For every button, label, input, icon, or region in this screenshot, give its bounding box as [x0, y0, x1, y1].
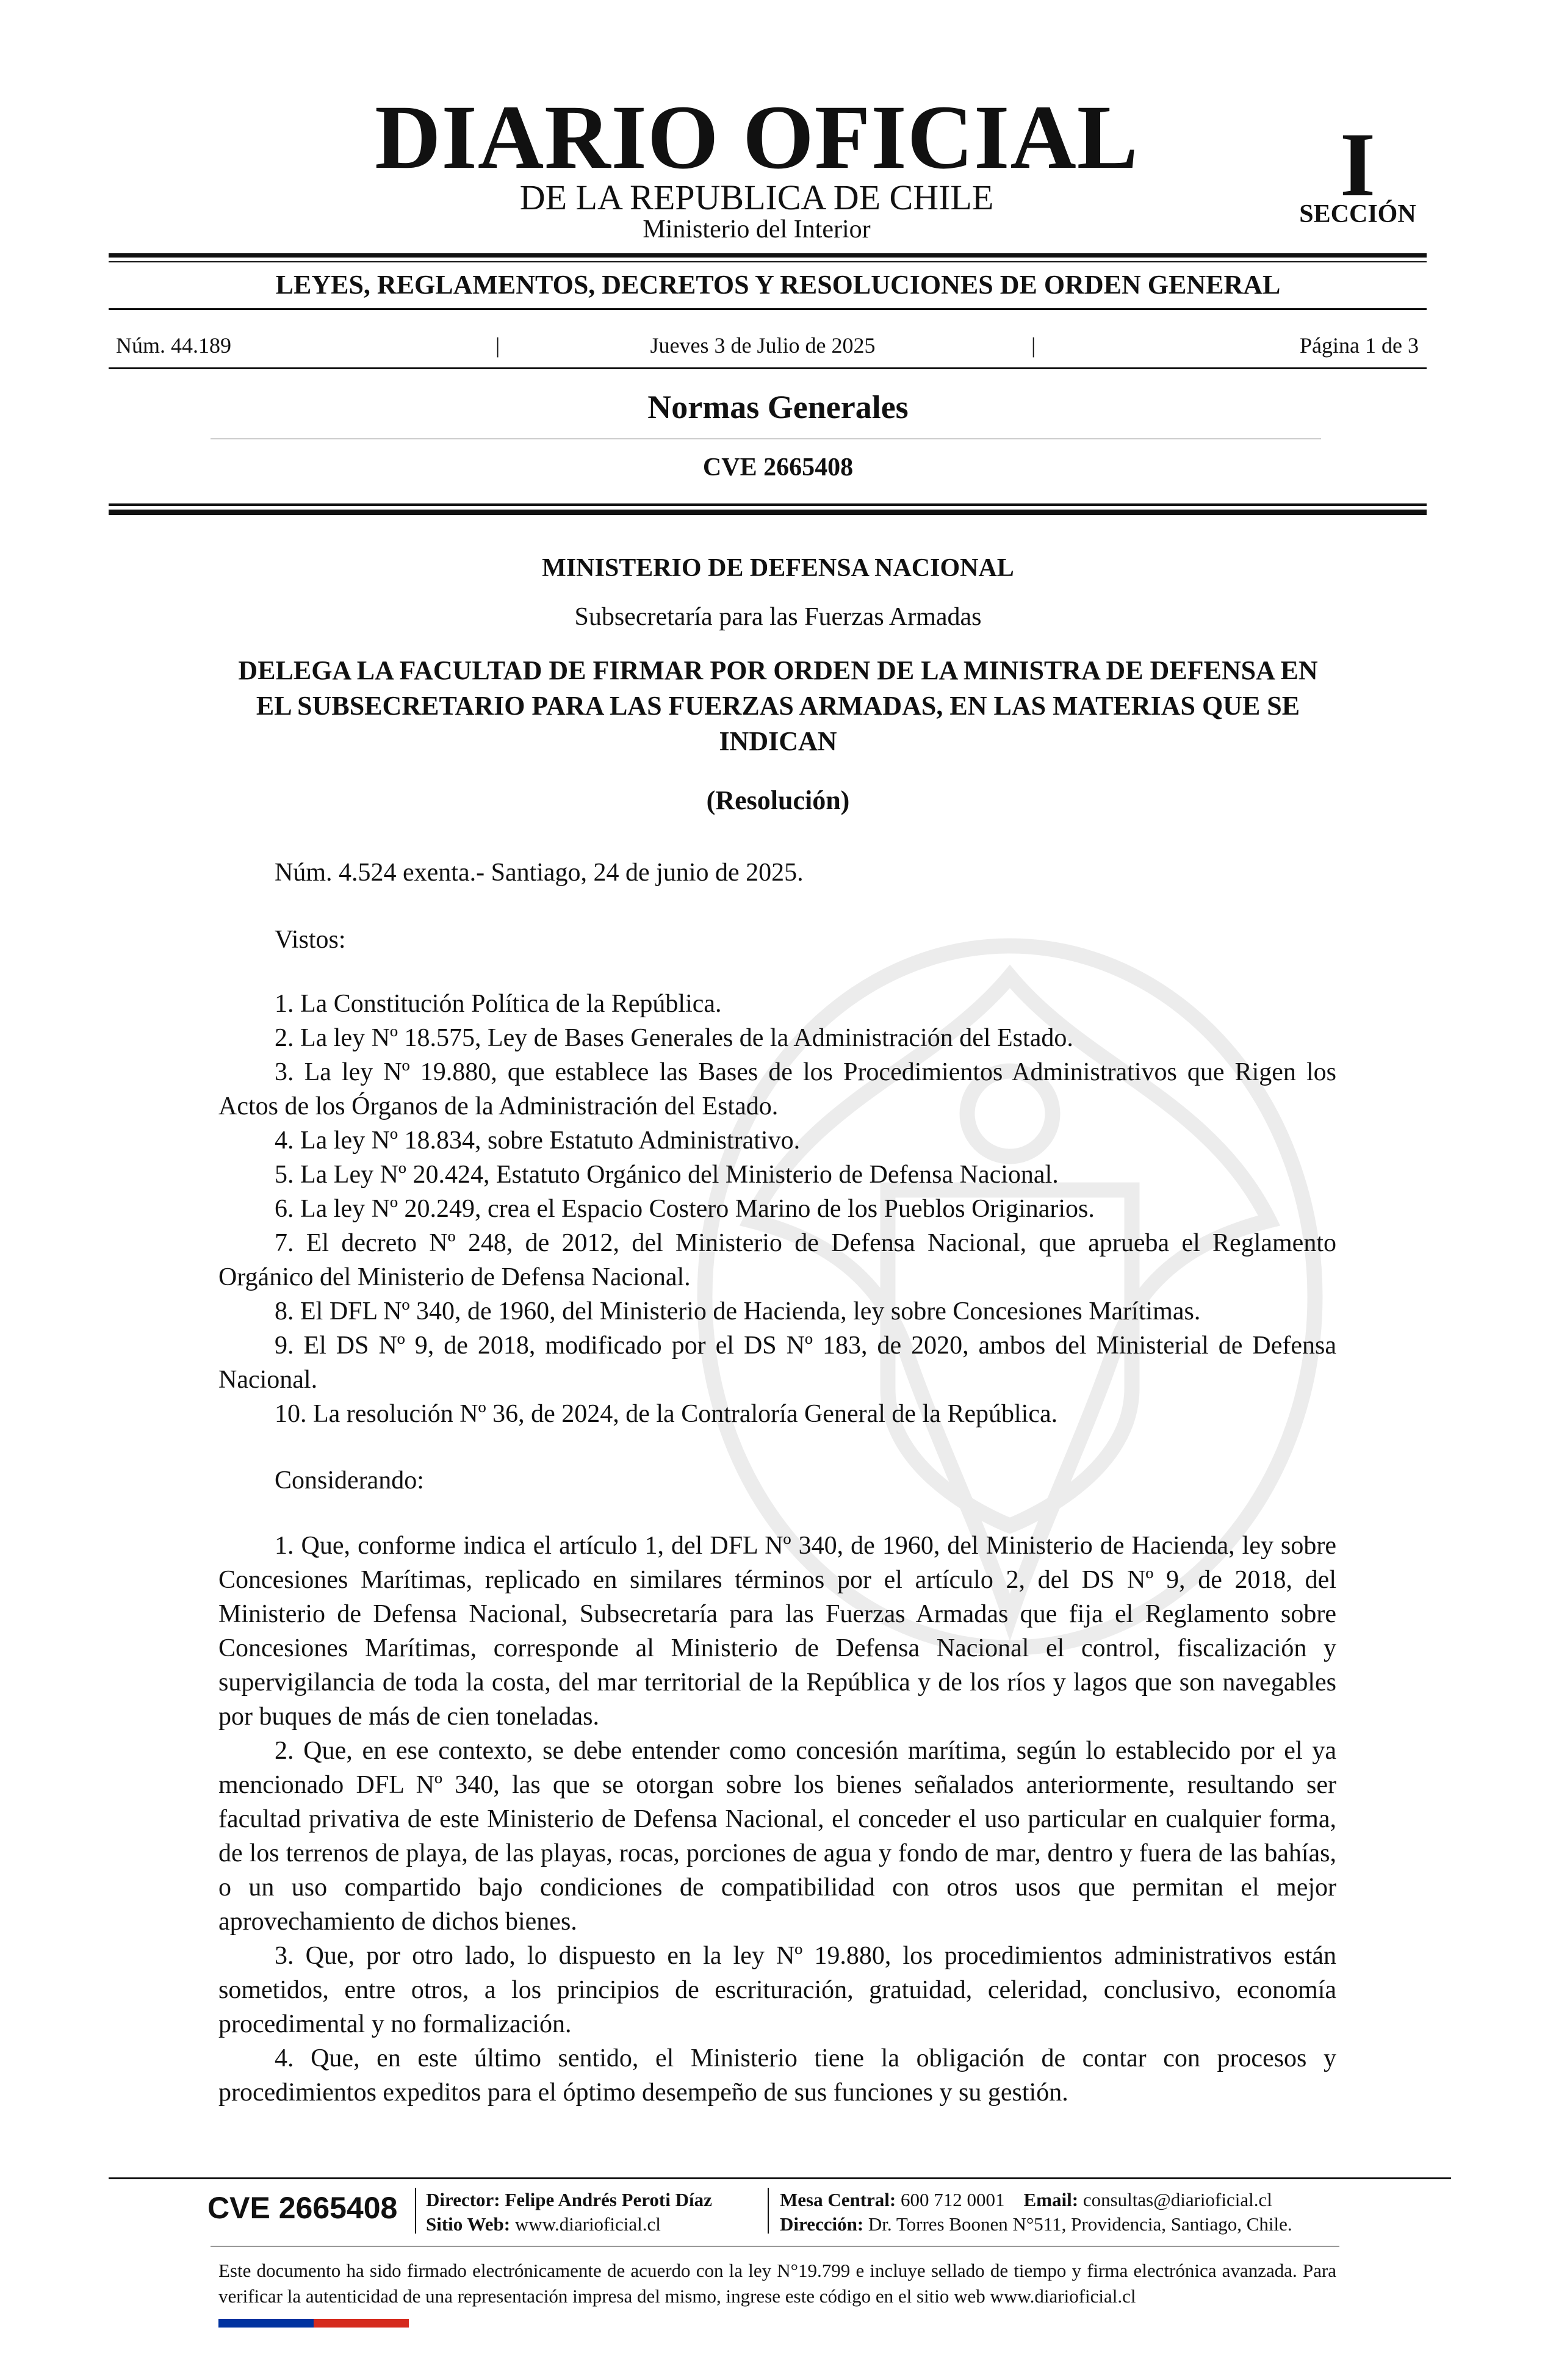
email-link[interactable]: consultas@diarioficial.cl: [1082, 2189, 1272, 2210]
website-label: Sitio Web:: [426, 2213, 511, 2235]
banner-rule: [109, 308, 1427, 310]
section-numeral: I: [1339, 114, 1376, 215]
address-text: Dr. Torres Boonen N°511, Providencia, Santiago, Chile.: [868, 2213, 1292, 2235]
document-type: (Resolución): [706, 785, 850, 815]
visto-item: 4. La ley Nº 18.834, sobre Estatuto Administrativo.: [275, 1127, 801, 1155]
newspaper-subtitle: DE LA REPUBLICA DE CHILE: [519, 178, 994, 217]
considerando-item: 4. Que, en este último sentido, el Ministerio tiene la obligación de contar con procesos y procedimientos expeditos para el óptimo desempeño de sus funciones y su gestión.: [218, 2044, 1336, 2107]
footer-contact-block: [780, 2188, 1292, 2237]
director-name: Felipe Andrés Peroti Díaz: [505, 2189, 712, 2210]
phone-label: Mesa Central:: [780, 2189, 896, 2210]
issuing-ministry: MINISTERIO DE DEFENSA NACIONAL: [542, 554, 1014, 582]
visto-item: 9. El DS Nº 9, de 2018, modificado por el DS Nº 183, de 2020, ambos del Ministerial de Defensa Nacional.: [218, 1332, 1336, 1394]
visto-item: 10. La resolución Nº 36, de 2024, de la Contraloría General de la República.: [275, 1400, 1058, 1428]
considerando-item: 3. Que, por otro lado, lo dispuesto en la ley Nº 19.880, los procedimientos administrativos están sometidos, entre otros, a los principios de escrituración, gratuidad, celeridad, conclusivo, economía procedimental y no formalización.: [218, 1942, 1336, 2038]
visto-item: 2. La ley Nº 18.575, Ley de Bases Generales de la Administración del Estado.: [275, 1024, 1073, 1052]
resolution-number: [218, 856, 1336, 890]
website-link[interactable]: www.diarioficial.cl: [514, 2213, 661, 2235]
newspaper-title: DIARIO OFICIAL: [375, 87, 1139, 188]
footer-divider: [768, 2188, 769, 2234]
visto-item: 8. El DFL Nº 340, de 1960, del Ministerio de Hacienda, ley sobre Concesiones Marítimas.: [275, 1297, 1201, 1325]
issuing-subsecretariat: Subsecretaría para las Fuerzas Armadas: [574, 603, 982, 631]
vistos-heading-text: Vistos:: [275, 926, 346, 954]
footer-notice-rule: [211, 2246, 1339, 2247]
visto-item: 7. El decreto Nº 248, de 2012, del Ministerio de Defensa Nacional, que aprueba el Reglamento Orgánico del Ministerio de Defensa Nacional.: [218, 1229, 1336, 1291]
considerando-list: [218, 1529, 1336, 2110]
footer-divider: [415, 2188, 416, 2234]
section-label: SECCIÓN: [1299, 200, 1416, 228]
issue-rule: [109, 367, 1427, 369]
issue-date: Jueves 3 de Julio de 2025: [650, 333, 876, 358]
considerando-heading: [218, 1463, 1336, 1498]
considerando-heading-text: Considerando:: [275, 1466, 424, 1495]
footer-rule: [109, 2177, 1451, 2179]
flag-stripe-blue: [218, 2319, 314, 2328]
header-rule-bottom-thick: [109, 510, 1427, 515]
considerando-item: 1. Que, conforme indica el artículo 1, del DFL Nº 340, de 1960, del Ministerio de Hacienda, ley sobre Concesiones Marítimas, replicado en similares términos por el artículo 2, del DS Nº 9, de 2018, del Ministerio de Defensa Nacional, Subsecretaría para las Fuerzas Armadas que fija el Reglamento sobre Concesiones Marítimas, corresponde al Ministerio de Defensa Nacional el control, fiscalización y supervigilancia de toda la costa, del mar territorial de la República y de los ríos y lagos que son navegables por buques de más de cien toneladas.: [218, 1532, 1336, 1731]
issue-separator: |: [1031, 333, 1036, 358]
phone-number: 600 712 0001: [901, 2189, 1005, 2210]
vistos-heading: [218, 923, 1336, 957]
director-label: Director:: [426, 2189, 500, 2210]
footer-cve-code: CVE 2665408: [207, 2191, 398, 2225]
footer-director-block: [426, 2188, 712, 2237]
header-rule-bottom: [109, 503, 1427, 506]
flag-stripe-red: [314, 2319, 409, 2328]
address-label: Dirección:: [780, 2213, 864, 2235]
cve-code: CVE 2665408: [702, 453, 854, 481]
resolution-number-text: Núm. 4.524 exenta.- Santiago, 24 de junio de 2025.: [275, 859, 804, 887]
masthead-rule-top: [109, 253, 1427, 258]
masthead-rule-top-thin: [109, 261, 1427, 262]
publisher-ministry: Ministerio del Interior: [643, 215, 871, 243]
visto-item: 5. La Ley Nº 20.424, Estatuto Orgánico del Ministerio de Defensa Nacional.: [275, 1161, 1059, 1189]
considerando-item: 2. Que, en ese contexto, se debe entender como concesión marítima, según lo establecido por el ya mencionado DFL Nº 340, las que se otorgan sobre los bienes señalados anteriormente, resultando ser facultad privativa de este Ministerio de Defensa Nacional, el conceder el uso particular en cualquier forma, de los terrenos de playa, de las playas, rocas, porciones de agua y fondo de mar, dentro y fuera de las bahías, o un uso compartido bajo condiciones de compatibilidad con otros usos que permitan el mejor aprovechamiento de dichos bienes.: [218, 1737, 1336, 1936]
vistos-list: [218, 987, 1336, 1431]
visto-item: 1. La Constitución Política de la República.: [275, 990, 722, 1018]
issue-separator: |: [495, 333, 500, 358]
section-title: Normas Generales: [647, 389, 909, 425]
electronic-signature-notice: Este documento ha sido firmado electrónicamente de acuerdo con la ley N°19.799 e incluye sellado de tiempo y firma electrónica avanzada. Para verificar la autenticidad de una representación impresa del mismo, ingrese este código en el sitio web www.diarioficial.cl: [218, 2260, 1336, 2307]
visto-item: 6. La ley Nº 20.249, crea el Espacio Costero Marino de los Pueblos Originarios.: [275, 1195, 1095, 1223]
email-label: Email:: [1023, 2189, 1079, 2210]
section-title-rule: [211, 438, 1321, 439]
page-indicator: Página 1 de 3: [1300, 333, 1419, 358]
issue-number: Núm. 44.189: [116, 333, 231, 358]
visto-item: 3. La ley Nº 19.880, que establece las Bases de los Procedimientos Administrativos que Rigen los Actos de los Órganos de la Administración del Estado.: [218, 1058, 1336, 1120]
section-banner: LEYES, REGLAMENTOS, DECRETOS Y RESOLUCIONES DE ORDEN GENERAL: [275, 270, 1281, 300]
document-title: DELEGA LA FACULTAD DE FIRMAR POR ORDEN DE LA MINISTRA DE DEFENSA EN EL SUBSECRETARIO PARA LAS FUERZAS ARMADAS, EN LAS MATERIAS QUE SE INDICAN: [238, 655, 1318, 756]
